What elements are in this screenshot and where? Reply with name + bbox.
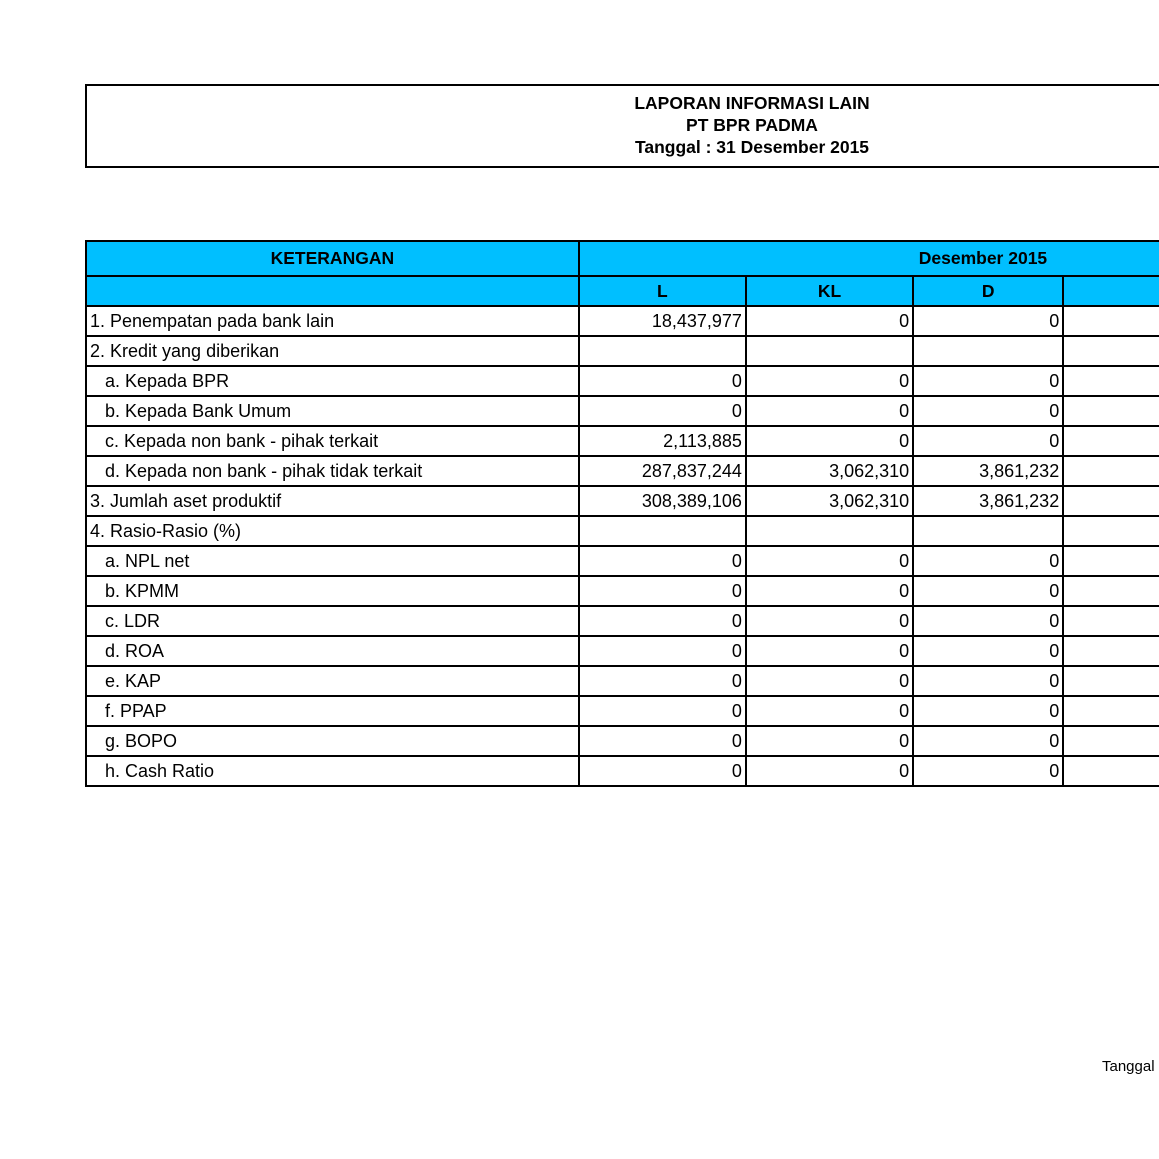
table-row (86, 516, 1159, 546)
row-value-col4 (1063, 726, 1159, 756)
row-value-col4 (1063, 336, 1159, 366)
row-value-l: 0 (579, 546, 746, 576)
row-value-kl: 0 (746, 366, 913, 396)
report-date: Tanggal : 31 Desember 2015 (634, 137, 870, 157)
row-value-kl: 0 (746, 726, 913, 756)
row-value-d: 0 (913, 546, 1063, 576)
row-value-l: 0 (579, 726, 746, 756)
row-value-kl: 0 (746, 426, 913, 456)
row-label: c. LDR (86, 606, 579, 636)
row-value-l (579, 336, 746, 366)
row-value-col4 (1063, 636, 1159, 666)
row-value-kl: 0 (746, 606, 913, 636)
row-label: 4. Rasio-Rasio (%) (86, 516, 579, 546)
row-value-d: 3,861,232 (913, 456, 1063, 486)
row-value-l: 0 (579, 576, 746, 606)
header-col-l: L (579, 276, 746, 306)
row-value-col4 (1063, 486, 1159, 516)
report-body (86, 306, 1159, 786)
header-keterangan: KETERANGAN (86, 241, 579, 276)
row-value-l (579, 516, 746, 546)
company-name: PT BPR PADMA (686, 115, 818, 135)
table-row (86, 426, 1159, 456)
table-row (86, 666, 1159, 696)
report-title: LAPORAN INFORMASI LAIN (634, 93, 870, 113)
row-value-d: 0 (913, 636, 1063, 666)
row-value-l: 0 (579, 756, 746, 786)
table-row (86, 486, 1159, 516)
row-label: d. ROA (86, 636, 579, 666)
row-value-col4 (1063, 546, 1159, 576)
row-label: g. BOPO (86, 726, 579, 756)
footer-date-label: Tanggal (1102, 1058, 1155, 1075)
row-value-col4 (1063, 426, 1159, 456)
row-value-l: 0 (579, 366, 746, 396)
header-row-2 (86, 276, 1159, 306)
row-value-l: 308,389,106 (579, 486, 746, 516)
row-value-d: 0 (913, 576, 1063, 606)
row-value-l: 0 (579, 606, 746, 636)
row-label: a. Kepada BPR (86, 366, 579, 396)
row-label: 2. Kredit yang diberikan (86, 336, 579, 366)
row-label: f. PPAP (86, 696, 579, 726)
table-row (86, 576, 1159, 606)
row-value-d: 0 (913, 756, 1063, 786)
row-value-d: 0 (913, 606, 1063, 636)
row-value-d (913, 336, 1063, 366)
row-value-d: 0 (913, 396, 1063, 426)
row-value-col4 (1063, 666, 1159, 696)
row-label: e. KAP (86, 666, 579, 696)
row-label: 1. Penempatan pada bank lain (86, 306, 579, 336)
row-value-col4 (1063, 366, 1159, 396)
row-value-kl: 0 (746, 396, 913, 426)
row-value-col4 (1063, 756, 1159, 786)
row-label: d. Kepada non bank - pihak tidak terkait (86, 456, 579, 486)
header-col-kl: KL (746, 276, 913, 306)
header-col-4 (1063, 276, 1159, 306)
row-value-l: 0 (579, 396, 746, 426)
row-value-kl: 0 (746, 756, 913, 786)
header-period: Desember 2015 (579, 241, 1159, 276)
row-value-d: 0 (913, 696, 1063, 726)
row-value-d: 0 (913, 306, 1063, 336)
row-value-d: 0 (913, 726, 1063, 756)
table-row (86, 606, 1159, 636)
row-value-l: 2,113,885 (579, 426, 746, 456)
row-value-col4 (1063, 696, 1159, 726)
row-value-kl: 0 (746, 576, 913, 606)
row-value-l: 0 (579, 696, 746, 726)
header-blank (86, 276, 579, 306)
header-col-d: D (913, 276, 1063, 306)
row-label: h. Cash Ratio (86, 756, 579, 786)
row-value-d: 0 (913, 426, 1063, 456)
row-value-kl (746, 336, 913, 366)
row-label: a. NPL net (86, 546, 579, 576)
row-value-l: 0 (579, 636, 746, 666)
row-value-l: 287,837,244 (579, 456, 746, 486)
table-row (86, 306, 1159, 336)
report-title-box (85, 84, 1159, 168)
table-row (86, 696, 1159, 726)
row-value-col4 (1063, 456, 1159, 486)
table-row (86, 366, 1159, 396)
table-row (86, 336, 1159, 366)
row-value-col4 (1063, 576, 1159, 606)
row-value-col4 (1063, 396, 1159, 426)
row-value-col4 (1063, 516, 1159, 546)
report-title-block (87, 92, 1159, 158)
row-value-col4 (1063, 306, 1159, 336)
table-row (86, 546, 1159, 576)
row-value-kl: 3,062,310 (746, 486, 913, 516)
row-label: 3. Jumlah aset produktif (86, 486, 579, 516)
row-value-kl: 0 (746, 696, 913, 726)
row-label: b. KPMM (86, 576, 579, 606)
row-value-kl: 0 (746, 666, 913, 696)
row-value-kl: 0 (746, 636, 913, 666)
row-value-kl: 3,062,310 (746, 456, 913, 486)
table-row (86, 756, 1159, 786)
table-row (86, 636, 1159, 666)
row-value-kl: 0 (746, 546, 913, 576)
row-value-d: 0 (913, 366, 1063, 396)
row-value-l: 0 (579, 666, 746, 696)
row-value-d: 3,861,232 (913, 486, 1063, 516)
table-row (86, 396, 1159, 426)
row-label: c. Kepada non bank - pihak terkait (86, 426, 579, 456)
report-table (85, 240, 1159, 787)
row-value-l: 18,437,977 (579, 306, 746, 336)
row-value-d: 0 (913, 666, 1063, 696)
row-value-col4 (1063, 606, 1159, 636)
header-row-1 (86, 241, 1159, 276)
table-row (86, 456, 1159, 486)
row-value-kl (746, 516, 913, 546)
row-value-d (913, 516, 1063, 546)
row-label: b. Kepada Bank Umum (86, 396, 579, 426)
table-row (86, 726, 1159, 756)
row-value-kl: 0 (746, 306, 913, 336)
